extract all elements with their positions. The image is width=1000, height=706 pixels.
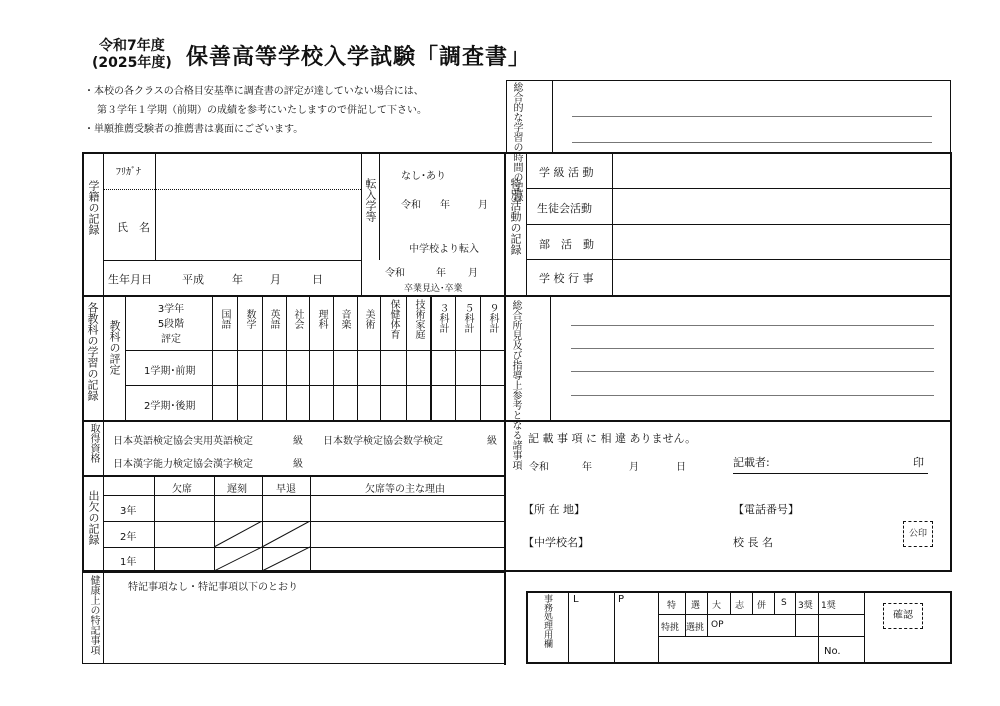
scale-line-1: 3学年 [157,304,185,315]
era-line-2: (2025年度) [92,55,172,71]
transfer-month: 月 [478,200,488,211]
reason-header: 欠席等の主な理由 [365,484,445,495]
grades-section-label: 各教科の学習の記録 [86,302,99,401]
birth-month: 月 [270,273,281,286]
subject-tech-home: 技術家庭 [413,299,424,339]
eiken-label: 日本英語検定協会実用英語検定 [113,436,253,447]
grades-sub-label: 教科の評定 [108,320,121,375]
attendance-label: 出欠の記録 [87,490,100,545]
comments-line-2[interactable] [571,348,934,349]
address-label: 【所 在 地】 [523,503,585,516]
era-year [92,38,172,72]
subject-3-total: ３科計 [437,303,448,333]
registry-label: 学籍の記録 [87,180,100,235]
transfer-year: 年 [440,200,450,211]
school-name-label: 【中学校名】 [523,536,589,549]
certification-statement: 記 載 事 項 に 相 違 ありません。 [528,432,697,445]
transfer-text: 中学校より転入 [409,244,479,255]
principal-label: 校 長 名 [733,536,773,549]
subject-english: 英語 [268,309,279,329]
absence-header: 欠席 [172,484,192,495]
subject-5-total: ５科計 [462,303,473,333]
transfer-label: 転入学等 [364,178,377,222]
writer-label: 記載者: [733,456,770,469]
suken-label: 日本数学検定協会数学検定 [323,436,443,447]
grad-era: 令和 [385,268,405,279]
office-number-label: No. [824,646,841,657]
year-1-label: 1年 [120,557,137,568]
health-text[interactable]: 特記事項なし・特記事項以下のとおり [128,582,298,593]
subject-japanese: 国語 [219,309,230,329]
cert-month: 月 [629,462,639,473]
subject-math: 数学 [244,309,255,329]
cert-era: 令和 [529,462,549,473]
scale-line-3: 評定 [161,334,181,345]
document-title: 保善高等学校入学試験「調査書」 [186,45,532,70]
grad-month: 月 [468,268,478,279]
birth-year: 年 [232,273,243,286]
office-flag-sen[interactable]: 選 [691,601,701,611]
subject-pe: 保健体育 [388,299,399,339]
cert-day: 日 [676,462,686,473]
writer-signature-line[interactable] [733,473,928,474]
activity-club: 部 活 動 [539,238,594,251]
comprehensive-line-1[interactable] [572,116,932,117]
seal-mark: 印 [913,456,924,469]
era-line-1: 令和7年度 [99,38,165,54]
transfer-era: 令和 [401,200,421,211]
kanken-unit: 級 [293,459,303,470]
office-flag-sencho[interactable]: 選挑 [686,623,705,633]
activity-school-events: 学 校 行 事 [539,272,594,285]
subject-science: 理科 [316,309,327,329]
subject-art: 美術 [363,309,374,329]
name-label: 氏 名 [117,221,150,234]
office-col-p: P [618,594,625,605]
comments-label: 総合所見及び指導上参考となる諸事項 [510,300,521,470]
note-1: ・本校の各クラスの合格目安基準に調査書の評定が達していない場合には、 [84,86,424,97]
year-2-label: 2年 [120,532,137,543]
kanken-label: 日本漢字能力検定協会漢字検定 [113,459,253,470]
office-col-l: L [573,594,579,605]
name-field[interactable] [158,192,358,258]
official-seal-box: 公印 [903,521,933,547]
scale-label [132,302,210,347]
qualifications-label: 取得資格 [88,423,99,463]
scale-line-2: 5段階 [157,319,185,330]
furigana-label: ﾌﾘｶﾞﾅ [116,167,141,178]
furigana-field[interactable] [158,155,358,187]
subject-social: 社会 [292,309,303,329]
late-header: 遅刻 [227,484,247,495]
note-3: ・単願推薦受験者の推薦書は裏面にございます。 [84,124,304,135]
special-activities-label: 特別活動の記録 [509,178,522,255]
transfer-status[interactable]: なし･あり [401,171,446,182]
office-flag-3sho[interactable]: 3奨 [798,601,813,611]
office-flag-dai[interactable]: 大 [712,601,722,611]
health-label: 健康上の特記事項 [88,575,99,655]
subject-9-total: ９科計 [487,303,498,333]
early-leave-header: 早退 [276,484,296,495]
office-flag-s[interactable]: S [781,598,787,608]
term-2-label: 2学期･後期 [144,401,196,412]
office-flag-op[interactable]: OP [711,620,724,630]
office-flag-hei[interactable]: 併 [757,601,767,611]
comments-line-4[interactable] [571,395,934,396]
comprehensive-line-2[interactable] [572,142,932,143]
birth-day: 日 [312,273,323,286]
activity-student-council: 生徒会活動 [537,202,592,215]
term-1-label: 1学期･前期 [144,366,196,377]
eiken-unit: 級 [293,436,303,447]
comments-line-1[interactable] [571,325,934,326]
confirm-box[interactable]: 確認 [883,603,923,629]
note-2: 第３学年１学期（前期）の成績を参考にいたしますので併記して下さい。 [97,105,427,116]
grad-status[interactable]: 卒業見込･卒業 [404,284,463,294]
office-use-label: 事務処理用欄 [542,594,552,648]
birthdate-label: 生年月日 [108,273,152,286]
birth-era: 平成 [182,273,204,286]
office-flag-1sho[interactable]: 1奨 [821,601,836,611]
phone-label: 【電話番号】 [733,503,799,516]
activity-class: 学 級 活 動 [539,166,594,179]
office-flag-toku[interactable]: 特 [667,601,677,611]
comments-line-3[interactable] [571,371,934,372]
cert-year: 年 [582,462,592,473]
suken-unit: 級 [487,436,497,447]
attendance-diagonals [214,521,310,571]
grad-year: 年 [436,268,446,279]
office-flag-tokucho[interactable]: 特挑 [661,623,680,633]
subject-music: 音楽 [339,309,350,329]
year-3-label: 3年 [120,506,137,517]
comprehensive-learning-label: 総合的な学習の時間の記録 [511,82,522,202]
office-flag-shi[interactable]: 志 [735,601,745,611]
